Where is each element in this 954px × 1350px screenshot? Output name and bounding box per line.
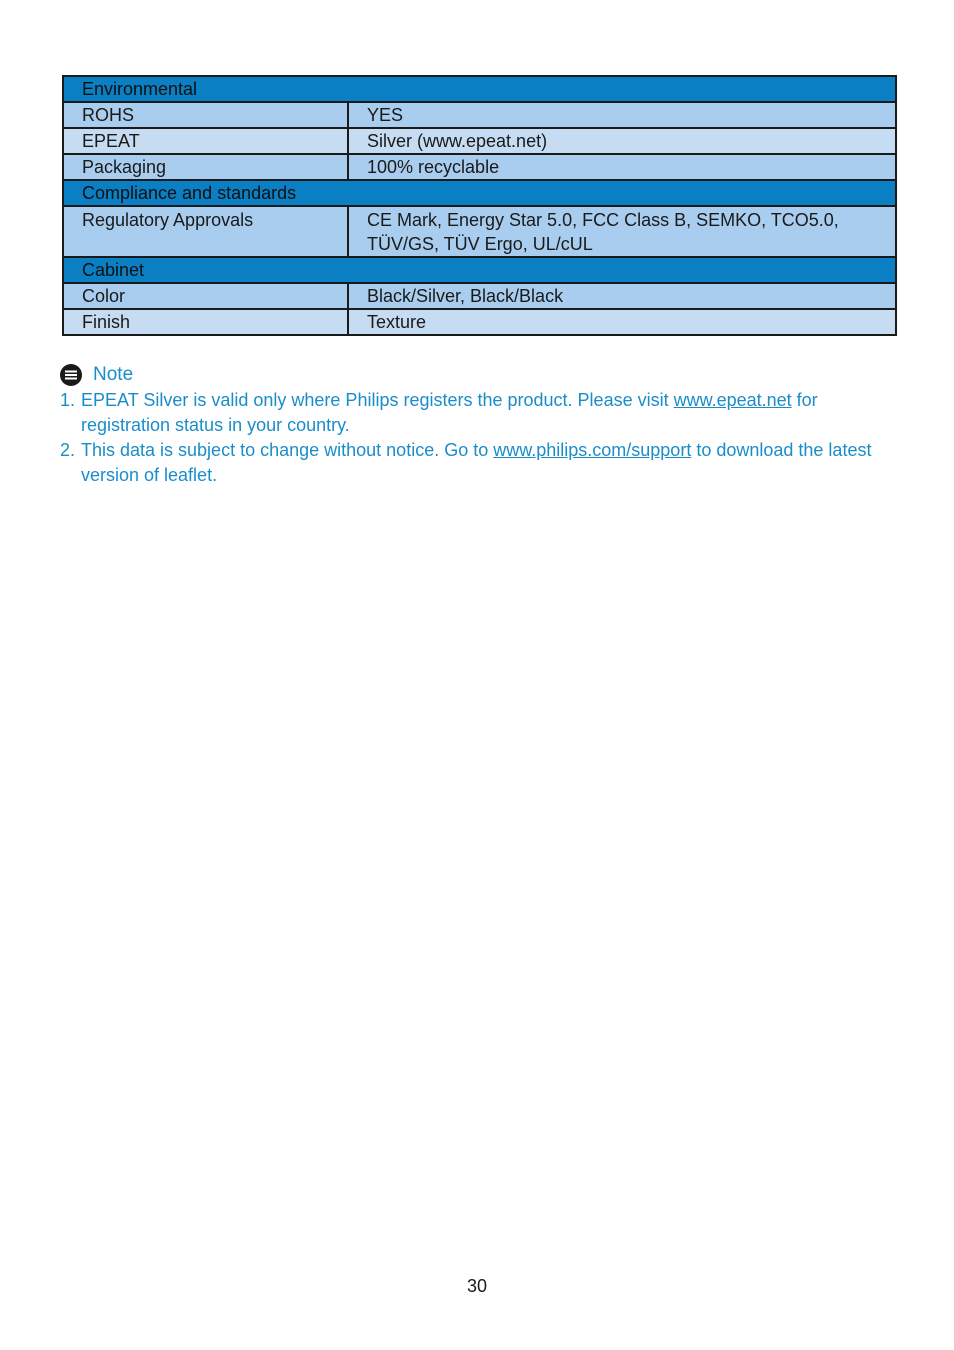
section-cabinet: Cabinet — [63, 257, 896, 283]
epeat-link[interactable]: www.epeat.net — [673, 390, 792, 410]
table-row — [63, 102, 896, 128]
note-header — [60, 362, 900, 388]
regulatory-value-line-2: TÜV/GS, TÜV Ergo, UL/cUL — [367, 234, 593, 254]
row-value-packaging: 100% recyclable — [348, 154, 896, 180]
note-item-text: This data is subject to change without notice. Go to — [81, 440, 494, 460]
section-header-row — [63, 257, 896, 283]
note-block — [60, 362, 900, 488]
note-item-number: 2. — [60, 440, 76, 460]
page-number: 30 — [466, 1276, 488, 1296]
note-item-number: 1. — [60, 390, 76, 410]
table-row — [63, 206, 896, 257]
row-label-regulatory: Regulatory Approvals — [63, 206, 348, 257]
note-list — [60, 388, 900, 488]
note-item-text: to download the latest version of leaflet. — [81, 440, 872, 485]
table-row — [63, 283, 896, 309]
section-compliance: Compliance and standards — [63, 180, 896, 206]
table-row — [63, 128, 896, 154]
row-value-regulatory — [348, 206, 896, 257]
row-label-epeat: EPEAT — [63, 128, 348, 154]
section-header-row — [63, 76, 896, 102]
table-row — [63, 309, 896, 335]
row-label-finish: Finish — [63, 309, 348, 335]
row-label-color: Color — [63, 283, 348, 309]
row-value-epeat: Silver (www.epeat.net) — [348, 128, 896, 154]
philips-support-link[interactable]: www.philips.com/support — [493, 440, 692, 460]
list-item — [60, 438, 900, 488]
section-header-row — [63, 180, 896, 206]
note-item-text: for registration status in your country. — [81, 390, 818, 435]
regulatory-value-line-1: CE Mark, Energy Star 5.0, FCC Class B, SEMKO, TCO5.0, — [367, 210, 839, 230]
row-value-color: Black/Silver, Black/Black — [348, 283, 896, 309]
table-row — [63, 154, 896, 180]
list-item — [60, 388, 900, 438]
row-label-packaging: Packaging — [63, 154, 348, 180]
note-title: Note — [93, 364, 134, 385]
row-value-rohs: YES — [348, 102, 896, 128]
note-item-text: EPEAT Silver is valid only where Philips registers the product. Please visit — [81, 390, 674, 410]
specifications-table — [62, 75, 897, 336]
note-icon — [60, 364, 82, 386]
row-label-rohs: ROHS — [63, 102, 348, 128]
section-environmental: Environmental — [63, 76, 896, 102]
row-value-finish: Texture — [348, 309, 896, 335]
